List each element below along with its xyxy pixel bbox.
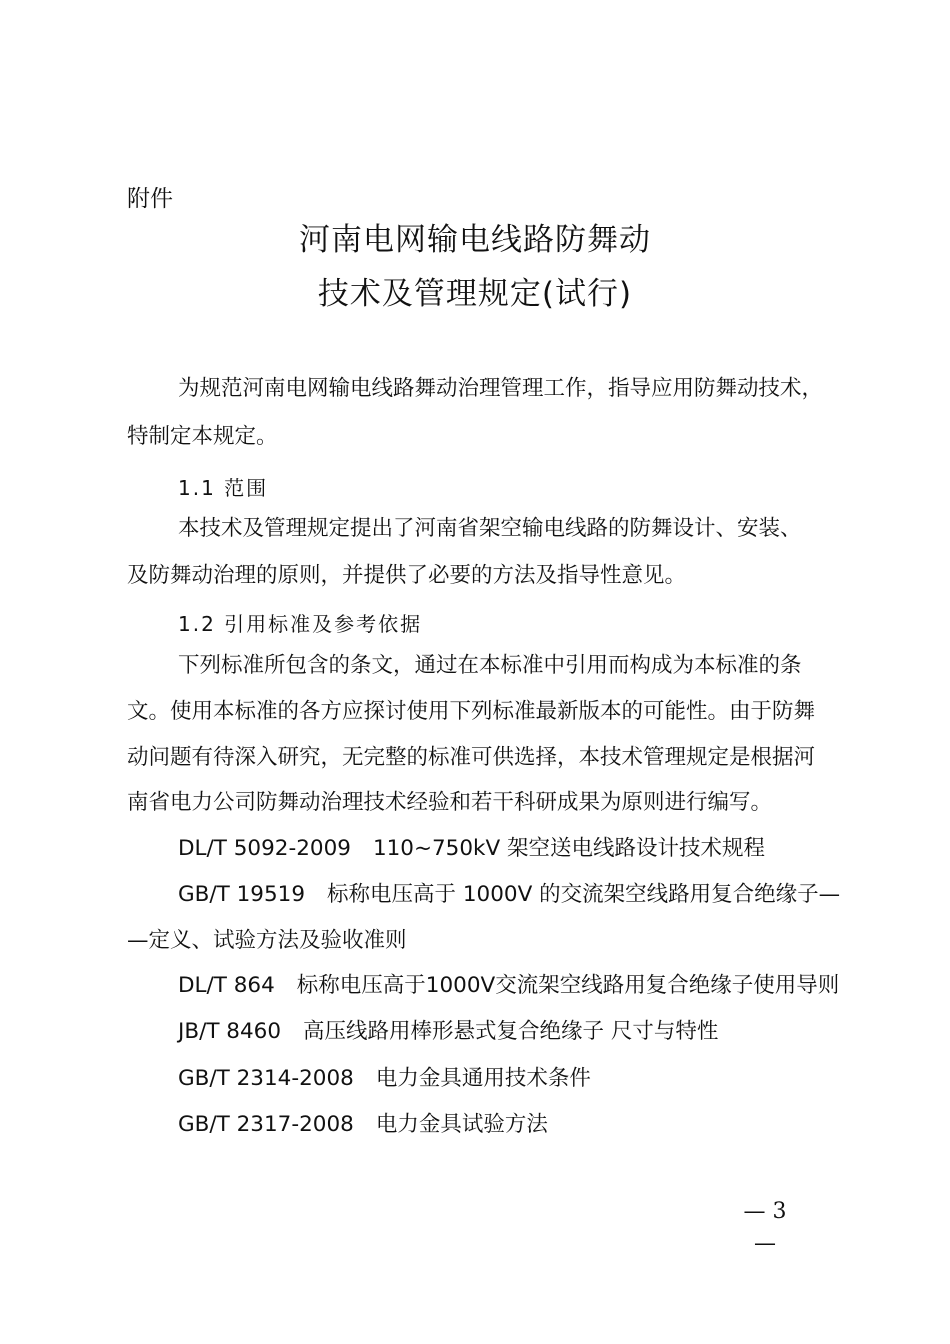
references-intro-line-4: 南省电力公司防舞动治理技术经验和若干科研成果为原则进行编写。 bbox=[127, 790, 773, 815]
reference-code: GB/T 2317-2008 bbox=[178, 1112, 354, 1137]
reference-code: DL/T 5092-2009 bbox=[178, 836, 351, 861]
scope-line-2: 及防舞动治理的原则，并提供了必要的方法及指导性意见。 bbox=[127, 563, 687, 588]
section-heading-scope: 1.1 范围 bbox=[178, 476, 269, 500]
page-number: — 3 — bbox=[743, 1199, 787, 1256]
scope-line-1: 本技术及管理规定提出了河南省架空输电线路的防舞设计、安装、 bbox=[178, 516, 802, 541]
reference-item bbox=[178, 1107, 548, 1143]
intro-line-1: 为规范河南电网输电线路舞动治理管理工作，指导应用防舞动技术， bbox=[178, 376, 824, 401]
intro-line-2: 特制定本规定。 bbox=[127, 424, 278, 449]
reference-title: 高压线路用棒形悬式复合绝缘子 尺寸与特性 bbox=[303, 1019, 719, 1044]
reference-title-continuation: —定义、试验方法及验收准则 bbox=[127, 928, 407, 953]
reference-item bbox=[178, 1061, 591, 1097]
section-heading-references: 1.2 引用标准及参考依据 bbox=[178, 612, 423, 636]
reference-code: GB/T 19519 bbox=[178, 882, 306, 907]
reference-title: 标称电压高于 1000V 的交流架空线路用复合绝缘子— bbox=[327, 882, 841, 907]
references-intro-line-3: 动问题有待深入研究，无完整的标准可供选择，本技术管理规定是根据河 bbox=[127, 745, 816, 770]
document-title-line-2: 技术及管理规定(试行) bbox=[317, 276, 633, 312]
reference-code: JB/T 8460 bbox=[178, 1019, 282, 1044]
reference-title: 标称电压高于1000V交流架空线路用复合绝缘子使用导则 bbox=[296, 973, 840, 998]
reference-title: 110~750kV 架空送电线路设计技术规程 bbox=[372, 836, 766, 861]
reference-item bbox=[178, 877, 840, 913]
reference-item bbox=[178, 831, 765, 867]
reference-title: 电力金具试验方法 bbox=[375, 1112, 548, 1137]
document-title-line-1: 河南电网输电线路防舞动 bbox=[299, 222, 651, 258]
reference-title: 电力金具通用技术条件 bbox=[375, 1066, 591, 1091]
reference-code: GB/T 2314-2008 bbox=[178, 1066, 354, 1091]
reference-item bbox=[178, 1014, 718, 1050]
references-intro-line-1: 下列标准所包含的条文，通过在本标准中引用而构成为本标准的条 bbox=[178, 653, 802, 678]
references-intro-line-2: 文。使用本标准的各方应探讨使用下列标准最新版本的可能性。由于防舞 bbox=[127, 699, 816, 724]
reference-code: DL/T 864 bbox=[178, 973, 275, 998]
reference-item bbox=[178, 968, 839, 1004]
attachment-label: 附件 bbox=[127, 186, 173, 212]
